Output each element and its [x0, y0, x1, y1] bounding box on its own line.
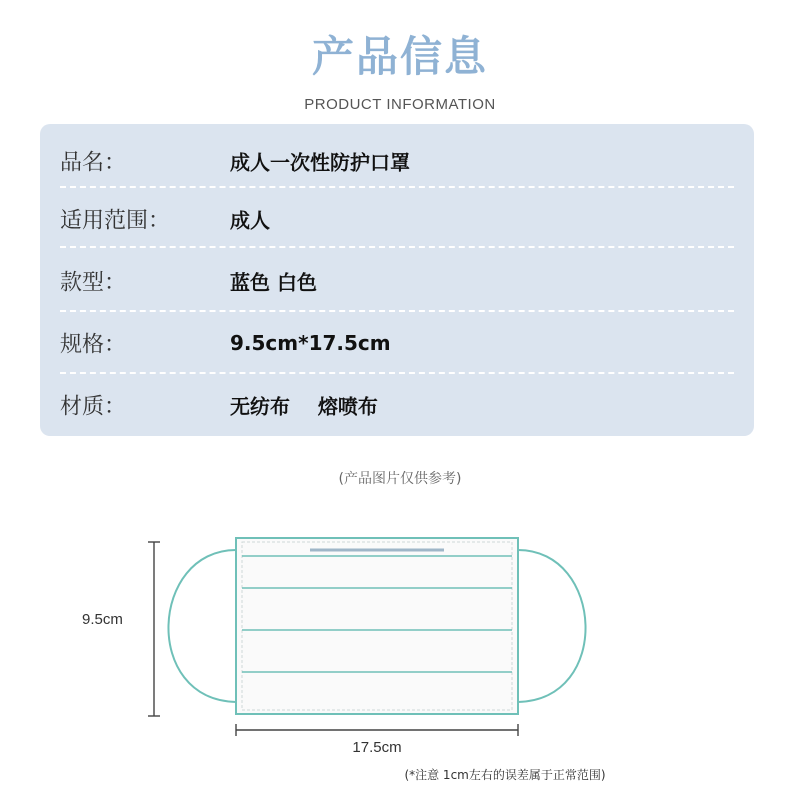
- page-subtitle: PRODUCT INFORMATION: [304, 96, 496, 113]
- info-value: 9.5cm*17.5cm: [230, 331, 391, 355]
- tolerance-note: (*注意 1cm左右的误差属于正常范围): [404, 768, 606, 782]
- info-value: 成人: [230, 208, 270, 233]
- width-dimension: [236, 724, 518, 736]
- info-value: 蓝色 白色: [230, 270, 317, 295]
- info-label: 材质：: [60, 394, 127, 420]
- height-dimension: [148, 542, 160, 716]
- right-ear-loop: [518, 550, 586, 702]
- mask-body: [236, 538, 518, 714]
- width-label: 17.5cm: [352, 739, 402, 756]
- info-value: 无纺布 熔喷布: [230, 394, 378, 419]
- info-row-name: [40, 130, 754, 192]
- info-row-material: [40, 374, 754, 436]
- height-label: 9.5cm: [82, 611, 123, 628]
- info-value: 成人一次性防护口罩: [230, 150, 410, 175]
- left-ear-loop: [168, 550, 236, 702]
- mask-diagram: [82, 520, 650, 760]
- row-divider: [60, 246, 734, 248]
- image-caption: (产品图片仅供参考): [338, 471, 462, 487]
- info-label: 品名：: [60, 150, 127, 176]
- info-row-scope: [40, 188, 754, 250]
- info-panel: [40, 124, 754, 436]
- info-label: 适用范围：: [60, 208, 171, 234]
- info-label: 规格：: [60, 332, 127, 358]
- info-label: 款型：: [60, 270, 127, 296]
- info-row-size: [40, 312, 754, 374]
- info-row-style: [40, 250, 754, 312]
- page-title: 产品信息: [311, 32, 488, 81]
